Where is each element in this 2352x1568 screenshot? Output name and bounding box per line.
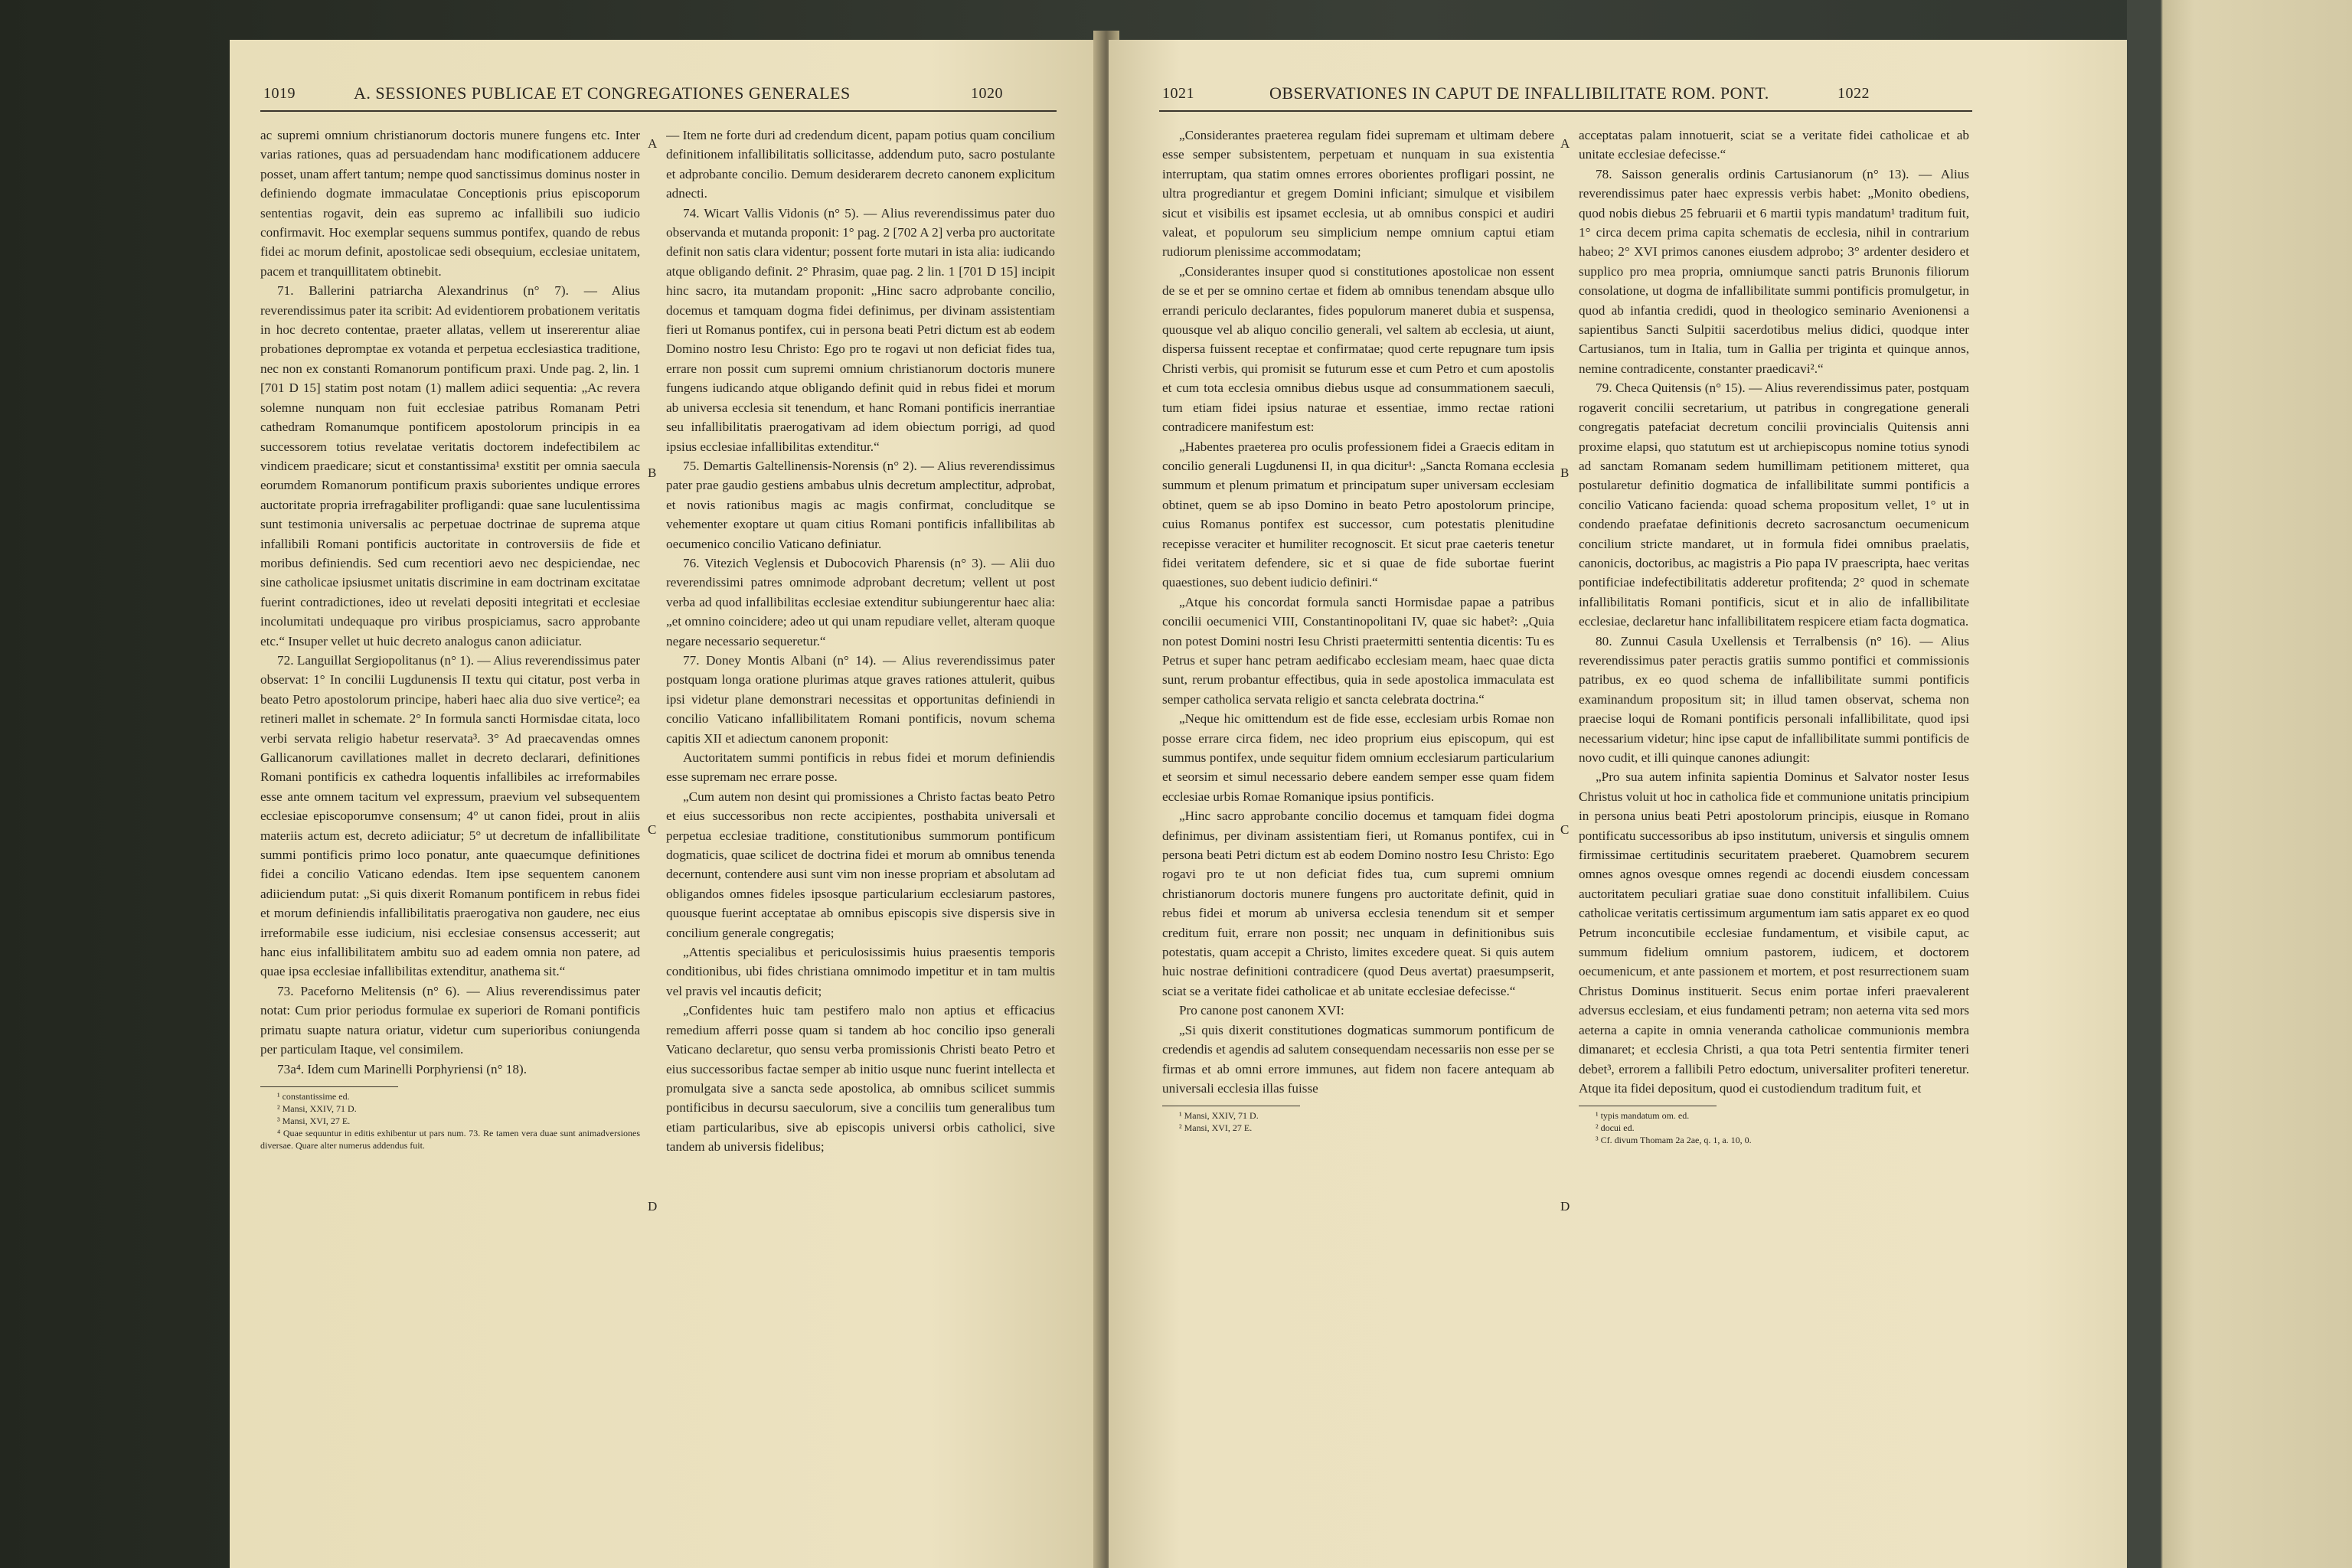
paragraph: 77. Doney Montis Albani (n° 14). — Alius reverendissimus pater postquam longa oratione plurimas atque graves rationes attulerit, quibus ipsi videtur plane demonstrari necessitas et opportunitas definiendi in concilio Vaticano infallibilitatem Romani pontificis, novum schema capitis XII et adiectum canonem proponit: <box>666 652 1055 746</box>
paragraph: „Considerantes praeterea regulam fidei supremam et ultimam debere esse semper subsistentem, perpetuam et nunquam in sua existentia interruptam, qua statim omnes errores oborientes profligari possint, ne ultra progrediantur et gregem Domini inficiant; simulque et visibilem sicut et visibilis est ipsamet ecclesia, ut ab omnibus conspici et audiri valeat, et populorum seu simplicium nempe omnium captui etiam rudiorum plenissime accommodatam; <box>1162 128 1554 260</box>
right-page-number-right: 1022 <box>1838 84 1870 102</box>
footnote: ² Mansi, XVI, 27 E. <box>1179 1122 1253 1134</box>
paragraph: Auctoritatem summi pontificis in rebus fidei et morum definiendis esse supremam nec errare posse. <box>666 750 1055 785</box>
paragraph: „Pro sua autem infinita sapientia Dominus et Salvator noster Iesus Christus voluit ut hoc in catholica fide et communione unitatis principium in persona unius beati Petri apostolorum principis, eiusque in Romano pontificatu successoribus ab ipso institutum, universis et singulis omnem firmissimae certitudinis securitatem praeberet. Quamobrem securem omnes agnos ovesque omnes regendi ac docendi eiusdem concessam auctoritatem peculiari gratiae suae dono constituit infallibilem. Cuius catholicae veritatis certissimum argumentum iam satis apparet ex eo quod Petrum inconcutibile ecclesiae fundamentum, et visibile caput, ac summum fidelium omnium pastorem, iudicem, et doctorem oecumenicum, et ante passionem et mortem, et post resurrectionem suam Christus Dominus instituerit. Secus enim portae inferi praevalerent adversus ecclesiam, et eius fundamenti petram; non aeterna vita sed mors aeterna a capite in omnia veneranda catholicae communionis membra dimanaret; et ecclesia Christi, a qua tota Petri sententia firmiter teneri debet³, errorem a fallibili Petro edoctum, universaliter profiteri teneretur. Atque ita fidei depositum, quod ei custodiendum traditum fuit, et <box>1579 769 1969 1096</box>
right-column-2 <box>1579 126 1969 1504</box>
footnote: ⁴ Quae sequuntur in editis exhibentur ut pars num. 73. Re tamen vera duae sunt animadversiones diversae. Quare alter numerus addendus fuit. <box>260 1127 640 1151</box>
right-running-head: OBSERVATIONES IN CAPUT DE INFALLIBILITATE ROM. PONT. <box>1269 83 1769 103</box>
paragraph: 76. Vitezich Veglensis et Dubocovich Pharensis (n° 3). — Alii duo reverendissimi patres omnimode adprobant decretum; vellent ut post verba ad quod infallibilitas ecclesiae extenditur subiungerentur haec alia: „et omnino coincidere; adeo ut qui unam repudiare vellet, alteram quoque negare necessario sequeretur.“ <box>666 555 1055 648</box>
left-page <box>230 40 1104 1568</box>
paragraph: 79. Checa Quitensis (n° 15). — Alius reverendissimus pater, postquam rogaverit concilii secretarium, ut patribus in congregatione generali congregatis patefaciat decretum concilii provincialis Quitensis anni proxime elapsi, quo statutum est ut archiepiscopus nomine totius synodi ad sanctam Romanam sedem humillimam petitionem mitteret, qua postularetur definitio dogmatica de infallibilitate summi pontificis a concilio Vaticano facienda: quoad schema propositum vellet, 1° ut in condendo praefatae definitionis decreto sacrosanctum oecumenicum concilium stricte mandaret, ut in formula fidei omnibus praelatis, canonicis, doctoribus, ac magistris a Pio papa IV praescripta, haec veritas pontificiae indefectibilitatis adderetur profitenda; 2° quod in schemate infallibilitatis Romani pontificis, sicut et in alio de infallibilitate ecclesiae, declaretur hanc infallibilitatem respicere etiam facta dogmatica. <box>1579 381 1969 629</box>
margin-letter: C <box>1560 822 1570 837</box>
footnote: ¹ Mansi, XXIV, 71 D. <box>1179 1110 1259 1122</box>
margin-letter: D <box>648 1199 658 1214</box>
footnote: ¹ typis mandatum om. ed. <box>1596 1110 1690 1122</box>
footnote: ³ Cf. divum Thomam 2a 2ae, q. 1, a. 10, 0. <box>1596 1135 1752 1146</box>
left-running-head: A. SESSIONES PUBLICAE ET CONGREGATIONES GENERALES <box>354 83 851 103</box>
footnote-rule <box>260 1086 398 1087</box>
paragraph: „Habentes praeterea pro oculis professionem fidei a Graecis editam in concilio generali Lugdunensi II, in qua dicitur¹: „Sancta Romana ecclesia summum et plenum primatum et principatum super universam ecclesiam obtinet, quem se ab ipso Domino in beato Petro apostolorum principe, cuius Romanus pontifex est successor, cum potestatis plenitudine recepisse veraciter et humiliter recognoscit. Et sicut prae caeteris tenetur fidei veritatem defendere, sic et si quae de fide subortae fuerint quaestiones, suo debent iudicio definiri.“ <box>1162 439 1554 590</box>
page-edge-stack <box>2127 0 2352 1568</box>
paragraph: „Atque his concordat formula sancti Hormisdae papae a patribus concilii oecumenici VIII, Constantinopolitani IV, quae sic habet²: „Quia non potest Domini nostri Iesu Christi praetermitti sententia dicentis: Tu es Petrus et super hanc petram aedificabo ecclesiam meam, haec quae dicta sunt, rerum probantur effectibus, quia in sede apostolica immaculata est semper catholica servata religio et sancta celebrata doctrina.“ <box>1162 594 1554 707</box>
binding-shadow <box>2127 0 2161 1568</box>
margin-letter: D <box>1560 1199 1570 1214</box>
paragraph: „Hinc sacro approbante concilio docemus et tamquam fidei dogma definimus, per divinam assistentiam fieri, ut Romanus pontifex, cui in persona beati Petri dictum est ab eodem Domino nostro Iesu Christo: Ego rogavi pro te ut non deficiat fides tua, cum supremi omnium christianorum doctoris munere fungens pro auctoritate definit, quid in rebus fidei et morum ab universa ecclesia tenendum sit et semper creditum fuit, errare non possit; nec unquam in definitionibus suis potestatis, quam accepit a Christo, limites excedere queat. Si quis autem huic nostrae definitioni contradicere (quod Deus avertat) praesumpserit, sciat se a veritate fidei catholicae et ab unitate ecclesiae defecisse.“ <box>1162 808 1554 998</box>
margin-letter: A <box>1560 136 1570 151</box>
margin-letter: A <box>648 136 658 151</box>
paragraph: Pro canone post canonem XVI: <box>1179 1003 1344 1018</box>
paragraph: 80. Zunnui Casula Uxellensis et Terralbensis (n° 16). — Alius reverendissimus pater peractis gratiis summo pontifici et commissionis patribus, ex eo quod schema de infallibilitate summi pontificis examinandum propositum sit; in illud tamen observat, schema non praecise loqui de Romani pontificis personali infallibilitate, quod ipsi necessarium videtur; hinc ipse caput de infallibilitate summi pontificis de novo cudit, et illi quinque canones adiungit: <box>1579 633 1969 765</box>
paragraph: „Considerantes insuper quod si constitutiones apostolicae non essent de se et per se omnino certae et fidem ab omnibus tenendam absque ullo errandi periculo declarantes, fides populorum maneret dubia et suspensa, quousque vel ab aliquo concilio generali, vel saltem ab ecclesia, ut aiunt, dispersa fuissent receptae et confirmatae; quod certe repugnare tum ipsis Christi verbis, qui promisit se futurum esse et cum Petro et cum apostolis et cum tota ecclesia omnibus diebus usque ad consummationem saeculi, tum etiam fidei ipsius naturae et essentiae, immo rectae rationi contradicere manifestum est: <box>1162 263 1554 435</box>
margin-letter: B <box>648 466 657 480</box>
right-column-1 <box>1162 126 1554 1504</box>
right-page-number-left: 1021 <box>1162 84 1194 102</box>
left-column-1 <box>260 126 640 1504</box>
footnote: ¹ constantissime ed. <box>277 1090 350 1102</box>
paragraph: — Item ne forte duri ad credendum dicent, papam potius quam concilium definitionem infallibilitatis sollicitasse, addendum puto, sacro postulante et adprobante concilio. Demum desiderarem decreto canonem explicitum adnecti. <box>666 128 1055 201</box>
margin-letter: B <box>1560 466 1570 480</box>
paragraph: „Si quis dixerit constitutiones dogmaticas summorum pontificum de credendis et agendis ad salutem consequendam necessariis non esse per se firmas et ab omni errore immunes, aut fidem non facere antequam ab universali ecclesia illas fuisse <box>1162 1022 1554 1096</box>
paragraph: ac supremi omnium christianorum doctoris munere fungens etc. Inter varias rationes, quas ad persuadendam hanc modificationem adducere posset, unam affert tantum; nempe quod sanctissimus dominus noster in definiendo dogmate immaculatae Conceptionis prius episcoporum sententias rogavit, dein eas supremo ac infallibili suo iudicio confirmavit. Hoc exemplar sequens summus pontifex, quando de rebus fidei ac morum definit, apostolicae sedi obsequium, ecclesiae unitatem, pacem et tranquillitatem obtinebit. <box>260 128 640 279</box>
paragraph: 73a⁴. Idem cum Marinelli Porphyriensi (n° 18). <box>277 1061 527 1076</box>
paragraph: 71. Ballerini patriarcha Alexandrinus (n° 7). — Alius reverendissimus pater ita scribit: Ad evidentiorem probationem veritatis in hoc decreto contentae, praeter allatas, vellem ut insererentur aliae probationes depromptae ex votanda et perpetua ecclesiastica traditione, nec non ex constanti Romanorum pontificum praxi. Unde pag. 2, lin. 1 [701 D 15] statim post notam (1) mallem adiici sequentia: „Ac revera solemne nunquam non fuit ecclesiae patribus Romanam Petri cathedram Romanumque pontificem apostolorum principis in ea successorem totius revelatae veritatis doctorem indefectibilem ac vindicem praedicare; sicut et constantissima¹ exstitit per omnia saecula eorumdem Romanorum pontificum praxis suborientes undique errores auctoritate propria irrefragabiliter profligandi: quae sane luculentissima sunt testimonia universalis ac perpetuae doctrinae de suprema atque infallibili Romani pontificis auctoritate in controversiis de fide et moribus definiendis. Sed cum recentiori aevo nec despiciendae, nec sine catholicae ipsiusmet unitatis discrimine in eam doctrinam excitatae fuerint contradictiones, ideo ut revelati depositi integritati et ecclesiae incolumitati undequaque pro viribus prospiciamus, sacro approbante etc.“ Insuper vellet ut huic decreto analogus canon adiiciatur. <box>260 283 640 648</box>
paragraph: 78. Saisson generalis ordinis Cartusianorum (n° 13). — Alius reverendissimus pater haec expressis verbis habet: „Monito obediens, quod nobis diebus 25 februarii et 6 martii typis mandatum¹ traditum fuit, 1° circa decem prima capita schematis de ecclesia, nihil in contrarium habeo; 2° XVI primos canones eiusdem adprobo; 3° ardenter desidero et supplico pro mea propria, omniumque sancti patris Brunonis filiorum consolatione, ut dogma de infallibilitate summi pontificis promulgetur, in quod ab infantia credidi, quod in theologico seminario Avenionensi a sapientibus Sancti Sulpitii sacerdotibus melius didici, quodque inter Cartusianos, tum in Italia, tum in Gallia per triginta et quinque annos, nemine contradicente, constanter praedicavi².“ <box>1579 166 1969 376</box>
right-page <box>1109 40 2127 1568</box>
footnote: ² Mansi, XXIV, 71 D. <box>277 1102 357 1114</box>
left-page-number-left: 1019 <box>263 84 296 102</box>
paragraph: „Attentis specialibus et periculosissimis huius praesentis temporis conditionibus, ubi fides christiana omnimodo impetitur et in tam multis vel pravis vel incautis deficit; <box>666 945 1055 998</box>
paragraph: 75. Demartis Galtellinensis-Norensis (n° 2). — Alius reverendissimus pater prae gaudio gestiens ambabus ulnis decretum amplectitur, adprobat, et novis rationibus magis ac magis confirmat, concluditque se vehementer exoptare ut quam citius Romani pontificis infallibilitas ab oecumenico concilio Vaticano definiatur. <box>666 458 1055 551</box>
paragraph: acceptatas palam innotuerit, sciat se a veritate fidei catholicae et ab unitate ecclesiae defecisse.“ <box>1579 128 1969 162</box>
paragraph: 73. Paceforno Melitensis (n° 6). — Alius reverendissimus pater notat: Cum prior periodus formulae ex superiori de Romani pontificis primatu suapte natura oriatur, videtur cum superioribus coniungenda per particulam Itaque, vel consimilem. <box>260 983 640 1057</box>
footnote: ² docui ed. <box>1596 1122 1635 1134</box>
margin-letter: C <box>648 822 657 837</box>
header-rule <box>1159 110 1972 112</box>
left-column-2 <box>666 126 1055 1504</box>
left-page-number-right: 1020 <box>971 84 1003 102</box>
paragraph: 72. Languillat Sergiopolitanus (n° 1). — Alius reverendissimus pater observat: 1° In concilii Lugdunensis II textu qui citatur, post verba in beato Petro apostolorum principe, haberi haec alia duo sive vertice²; ea retineri mallet in schemate. 2° In formula sancti Hormisdae citata, loco verbi servata religio habetur reservata³. 3° Ad praecavendas omnes Gallicanorum cavillationes mallet in decreto declarari, definitiones Romani pontificis ex cathedra loquentis infallibiles ac irreformabiles esse ante omnem tacitum vel expressum, praevium vel subsequentem ecclesiae episcoporumve consensum; 4° ut canon fidei, prout in aliis materiis actum est, decreto adiiciatur; 5° ut decretum de infallibilitate summi pontificis primo loco ponatur, ante quaecumque definitiones fidei a concilio Vaticano edendas. Item ipse sequentem canonem adiiciendum putat: „Si quis dixerit Romanum pontificem in rebus fidei et morum definiendis infallibilitatis praerogativa non gaudere, nec eius irreformabile esse iudicium, nisi ecclesiae consensus accesserit; aut hanc eius infallibilitatem ambitu suo ad eadem omnia non patere, ad quae ipsa ecclesiae infallibilitas extenditur, anathema sit.“ <box>260 652 640 979</box>
paragraph: „Neque hic omittendum est de fide esse, ecclesiam urbis Romae non posse errare circa fidem, nec ideo proprium eius episcopum, qui est summus pontifex, unde sequitur fidem omnium ecclesiarum particularium et seorsim et simul necessario debere eandem semper esse quam fidem ecclesiae urbis Romae Romanique ipsius pontificis. <box>1162 711 1554 804</box>
paragraph: „Cum autem non desint qui promissiones a Christo factas beato Petro et eius successoribus non recte accipientes, posthabita universali et perpetua ecclesiae traditione, constitutionibus summorum pontificum dogmaticis, quae scilicet de doctrina fidei et morum ab omnibus tenenda decernunt, contendere ausi sunt vim non inesse propriam et absolutam ad obligandos omnes fideles ipsosque particularium ecclesiarum pastores, quousque fuerint acceptatae ab omnibus episcopis sive dispersis sive in concilium generale congregatis; <box>666 789 1055 940</box>
paragraph: 74. Wicart Vallis Vidonis (n° 5). — Alius reverendissimus pater duo observanda et mutanda proponit: 1° pag. 2 [702 A 2] verba pro auctoritate definit non satis clara videntur; possent forte mutari in ista alia: iudicando atque obligando definit. 2° Phrasim, quae pag. 2 lin. 1 [701 D 15] incipit hinc sacro, ita mutandam proponit: „Hinc sacro adprobante concilio, docemus et tamquam dogma fidei definimus, per divinam assistentiam fieri ut Romanus pontifex, cui in persona beati Petri dictum est ab eodem Domino nostro Iesu Christo: Ego pro te rogavi ut non deficiat fides tua, errare non possit cum supremi omnium christianorum doctoris munere fungens iudicando atque obligando definit quid in rebus fidei et morum ab universa ecclesia sit tenendum, et hanc Romani pontificis inerrantiae seu infallibilitatis praerogativam ad idem obiectum porrigi, ad quod ipsius ecclesiae infallibilitas extenditur.“ <box>666 205 1055 454</box>
footnote: ³ Mansi, XVI, 27 E. <box>277 1115 351 1126</box>
header-rule <box>260 110 1057 112</box>
paragraph: „Confidentes huic tam pestifero malo non aptius et efficacius remedium afferri posse quam si tandem ab hoc concilio ipso generali Vaticano declaretur, quo sensu verba promissionis Christi beato Petro et eius successoribus factae semper ab initio usque nunc fuerint intellecta et promulgata sive a sancta sede apostolica, ab omnibus scilicet summis pontificibus in decursu saeculorum, sive a conciliis tum generalibus tum etiam particularibus, sive ab episcopis universi orbis catholici, sive tandem ab universis fidelibus; <box>666 1003 1055 1155</box>
